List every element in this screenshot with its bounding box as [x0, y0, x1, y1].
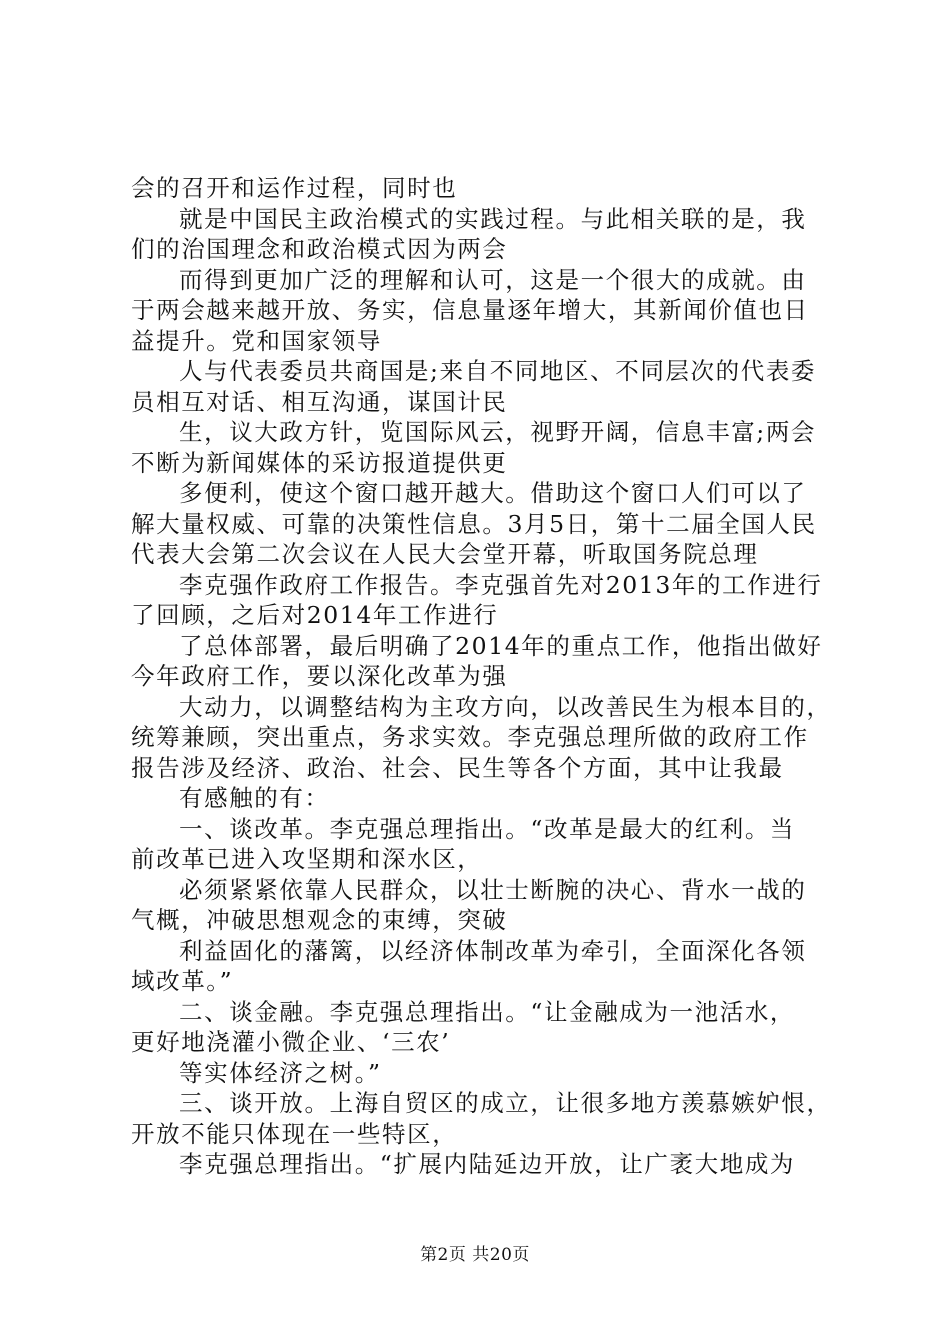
text-line: 今年政府工作，要以深化改革为强 — [131, 662, 508, 690]
text-line: 会的召开和运作过程，同时也 — [131, 174, 458, 202]
text-line: 员相互对话、相互沟通，谋国计民 — [131, 387, 508, 416]
document-body — [131, 173, 837, 1180]
text-line: 生，议大政方针，览国际风云，视野开阔，信息丰富;两会 — [179, 418, 817, 446]
text-line: 多便利，使这个窗口越开越大。借助这个窗口人们可以了 — [179, 479, 807, 507]
page-footer: 第2页 共20页 — [420, 1245, 530, 1265]
text-line: 而得到更加广泛的理解和认可，这是一个很大的成就。由 — [179, 265, 807, 294]
text-line: 李克强总理指出。“扩展内陆延边开放，让广袤大地成为 — [179, 1150, 796, 1178]
text-line: 等实体经济之树。” — [179, 1058, 382, 1087]
text-line: 前改革已进入攻坚期和深水区， — [131, 845, 483, 873]
text-line: 开放不能只体现在一些特区， — [131, 1119, 458, 1148]
text-line: 了总体部署，最后明确了2014年的重点工作，他指出做好 — [179, 631, 823, 660]
text-line: 大动力，以调整结构为主攻方向，以改善民生为根本目的， — [179, 692, 832, 721]
text-line: 李克强作政府工作报告。李克强首先对2013年的工作进行 — [179, 570, 823, 599]
text-line: 不断为新闻媒体的采访报道提供更 — [131, 448, 508, 477]
text-line: 利益固化的藩篱，以经济体制改革为牵引，全面深化各领 — [179, 936, 807, 965]
text-line: 益提升。党和国家领导 — [131, 326, 382, 355]
text-line: 域改革。” — [131, 967, 234, 995]
text-line: 有感触的有： — [179, 784, 330, 812]
text-line: 们的治国理念和政治模式因为两会 — [131, 235, 508, 263]
text-line: 就是中国民主政治模式的实践过程。与此相关联的是，我 — [179, 204, 807, 233]
text-line: 更好地浇灌小微企业、‘三农’ — [131, 1028, 451, 1056]
text-line: 报告涉及经济、政治、社会、民生等各个方面，其中让我最 — [131, 753, 784, 782]
text-line: 人与代表委员共商国是;来自不同地区、不同层次的代表委 — [179, 357, 817, 385]
text-line: 解大量权威、可靠的决策性信息。3月5日，第十二届全国人民 — [131, 509, 817, 538]
text-line: 二、谈金融。李克强总理指出。“让金融成为一池活水， — [179, 997, 796, 1026]
text-line: 统筹兼顾，突出重点，务求实效。李克强总理所做的政府工作 — [131, 723, 809, 751]
text-line: 于两会越来越开放、务实，信息量逐年增大，其新闻价值也日 — [131, 296, 809, 324]
text-line: 一、谈改革。李克强总理指出。“改革是最大的红利。当 — [179, 814, 796, 843]
text-line: 三、谈开放。上海自贸区的成立，让很多地方羡慕嫉妒恨， — [179, 1089, 832, 1117]
text-line: 了回顾，之后对2014年工作进行 — [131, 601, 499, 629]
text-line: 必须紧紧依靠人民群众，以壮士断腕的决心、背水一战的 — [179, 875, 807, 904]
text-line: 气概，冲破思想观念的束缚，突破 — [131, 906, 508, 934]
text-line: 代表大会第二次会议在人民大会堂开幕，听取国务院总理 — [131, 540, 759, 568]
